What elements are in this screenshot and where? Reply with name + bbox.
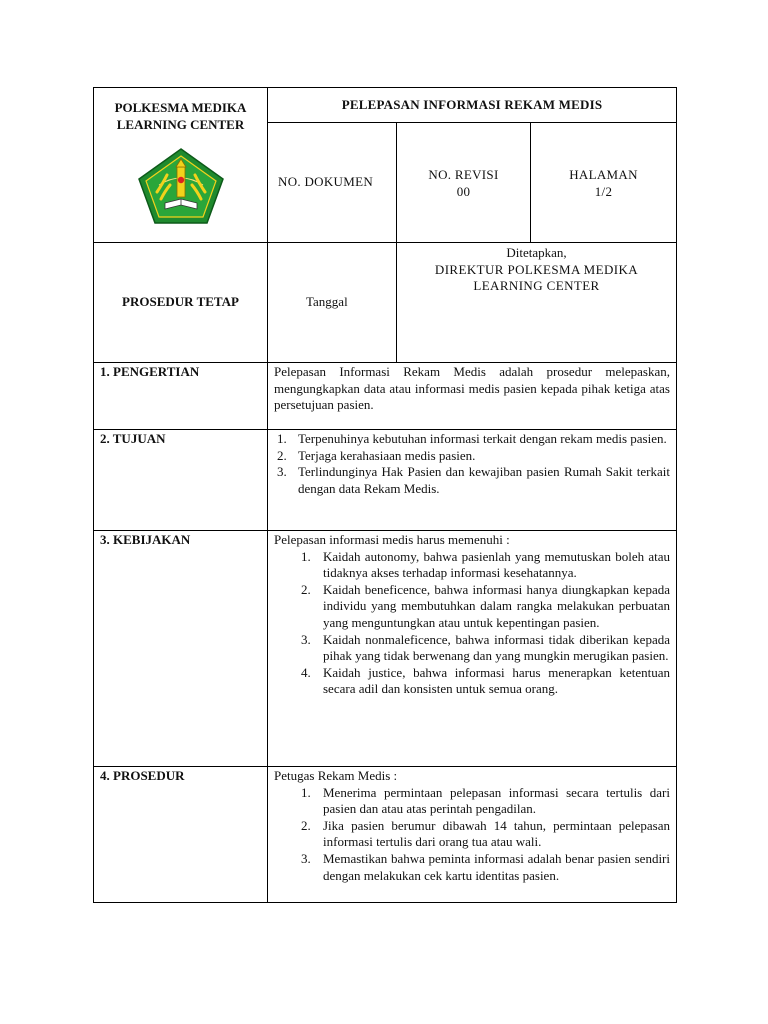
list-item: 4. Kaidah justice, bahwa informasi harus menerapkan ketentuan secara adil dan konsisten untuk semua orang.: [301, 664, 670, 697]
no-revisi-cell: [397, 123, 531, 243]
pengertian-text: Pelepasan Informasi Rekam Medis adalah prosedur melepaskan, mengungkapkan data atau informasi medis pasien kepada pihak ketiga atas persetujuan pasien.: [268, 363, 677, 430]
tujuan-label: 2. TUJUAN: [94, 430, 268, 531]
no-dokumen-label: NO. DOKUMEN: [278, 174, 374, 190]
halaman-label: HALAMAN: [569, 167, 638, 182]
kebijakan-list: [298, 549, 670, 698]
tujuan-body: [268, 430, 677, 531]
list-item: 3. Memastikan bahwa peminta informasi adalah benar pasien sendiri dengan melakukan cek kartu identitas pasien.: [301, 850, 670, 883]
list-item: 1. Menerima permintaan pelepasan informasi secara tertulis dari pasien dan atau atas perintah pengadilan.: [301, 784, 670, 817]
ditetapkan-label: Ditetapkan,: [506, 245, 567, 260]
halaman-cell: [531, 123, 677, 243]
polkesma-logo-icon: [137, 147, 225, 225]
prosedur-tetap-label: PROSEDUR TETAP: [94, 243, 268, 363]
tujuan-list: [274, 431, 670, 497]
prosedur-intro: Petugas Rekam Medis :: [274, 768, 398, 783]
approval-cell: [397, 243, 677, 363]
kebijakan-body: [268, 531, 677, 767]
list-item: 2. Kaidah beneficence, bahwa informasi hanya diungkapkan kepada individu yang membutuhkan dalam rangka melakukan perbuatan yang menguntungkan atau untuk kepentingan pasien.: [301, 581, 670, 630]
prosedur-label: 4. PROSEDUR: [94, 767, 268, 903]
direktur-line2: LEARNING CENTER: [473, 278, 600, 294]
kebijakan-label: 3. KEBIJAKAN: [94, 531, 268, 767]
pengertian-label: 1. PENGERTIAN: [94, 363, 268, 430]
list-item: 3. Terlindunginya Hak Pasien dan kewajiban pasien Rumah Sakit terkait dengan data Rekam Medis.: [277, 464, 670, 496]
no-revisi-label: NO. REVISI: [428, 167, 499, 182]
sop-document-table: [93, 87, 677, 903]
no-dokumen-cell: [268, 123, 397, 243]
prosedur-list: [298, 785, 670, 885]
prosedur-body: [268, 767, 677, 903]
list-item: 2. Jika pasien berumur dibawah 14 tahun, permintaan pelepasan informasi tertulis dari orang tua atau wali.: [301, 817, 670, 850]
direktur-line1: DIREKTUR POLKESMA MEDIKA: [434, 261, 639, 277]
org-name-line1: POLKESMA MEDIKA: [114, 100, 247, 115]
list-item: 3. Kaidah nonmaleficence, bahwa informasi tidak diberikan kepada pihak yang tidak berwenang dan yang mungkin merugikan pasien.: [301, 631, 670, 664]
org-name-line2: LEARNING CENTER: [116, 116, 245, 132]
list-item: 2. Terjaga kerahasiaan medis pasien.: [277, 447, 476, 463]
kebijakan-intro: Pelepasan informasi medis harus memenuhi :: [274, 532, 510, 547]
list-item: 1. Terpenuhinya kebutuhan informasi terkait dengan rekam medis pasien.: [277, 431, 667, 446]
organization-cell: [94, 88, 268, 243]
tanggal-label: Tanggal: [268, 243, 397, 363]
halaman-value: 1/2: [594, 183, 613, 199]
no-revisi-value: 00: [456, 183, 471, 199]
document-title: PELEPASAN INFORMASI REKAM MEDIS: [268, 88, 677, 123]
list-item: 1. Kaidah autonomy, bahwa pasienlah yang memutuskan boleh atau tidaknya akses terhadap informasi kesehatannya.: [301, 548, 670, 581]
